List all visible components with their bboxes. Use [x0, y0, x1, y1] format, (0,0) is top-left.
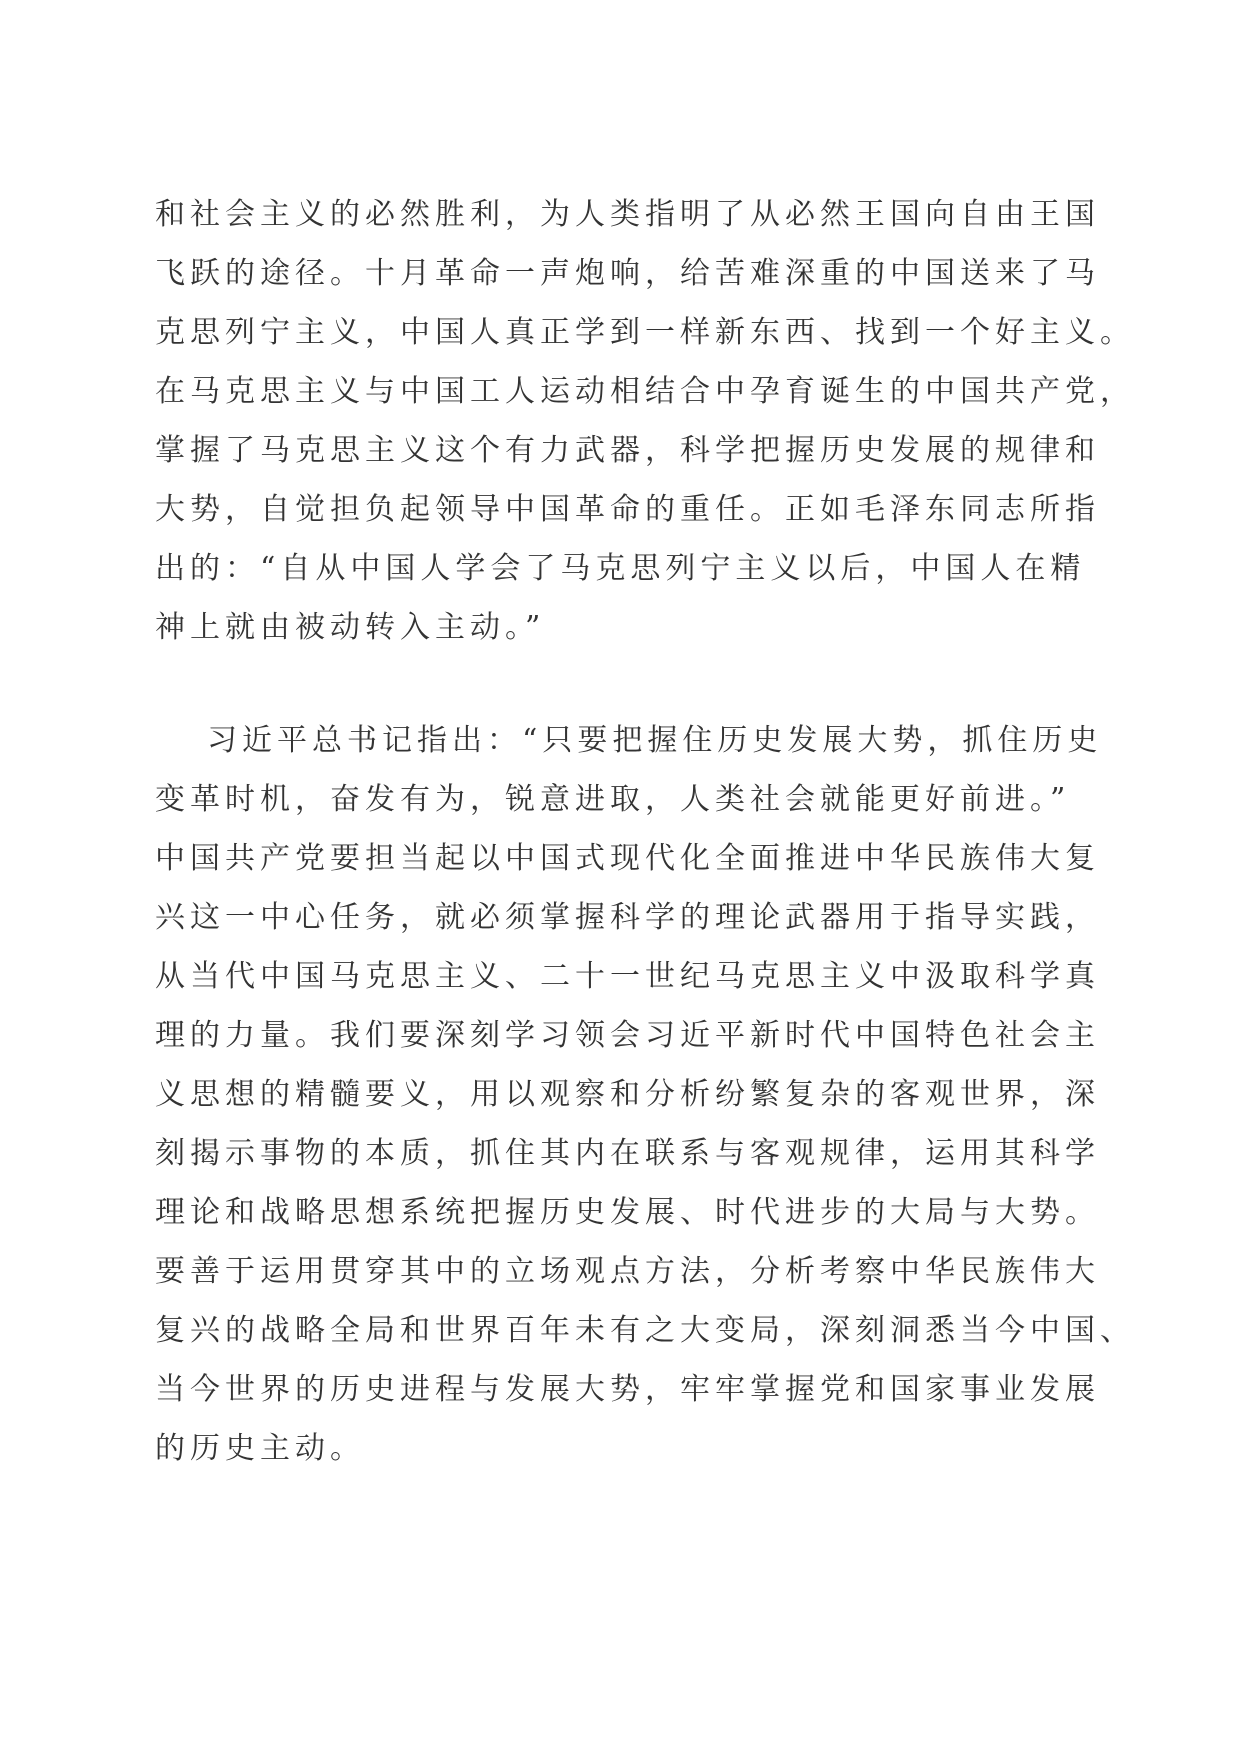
- paragraph-line: 习近平总书记指出：“只要把握住历史发展大势，抓住历史: [207, 723, 1103, 758]
- paragraph-line: 要善于运用贯穿其中的立场观点方法，分析考察中华民族伟大: [155, 1254, 1100, 1289]
- paragraph-line: 大势，自觉担负起领导中国革命的重任。正如毛泽东同志所指: [155, 492, 1100, 527]
- paragraph-line: 中国共产党要担当起以中国式现代化全面推进中华民族伟大复: [155, 841, 1100, 876]
- paragraph-line: 飞跃的途径。十月革命一声炮响，给苦难深重的中国送来了马: [155, 256, 1100, 291]
- paragraph-1: [155, 185, 1135, 657]
- paragraph-line: 的历史主动。: [155, 1431, 365, 1466]
- paragraph-line: 克思列宁主义，中国人真正学到一样新东西、找到一个好主义。: [155, 315, 1135, 350]
- paragraph-line: 出的：“自从中国人学会了马克思列宁主义以后，中国人在精: [155, 551, 1086, 586]
- paragraph-line: 在马克思主义与中国工人运动相结合中孕育诞生的中国共产党，: [155, 374, 1135, 409]
- paragraph-line: 理的力量。我们要深刻学习领会习近平新时代中国特色社会主: [155, 1018, 1100, 1053]
- paragraph-line: 变革时机，奋发有为，锐意进取，人类社会就能更好前进。”: [155, 782, 1071, 817]
- paragraph-2: [155, 711, 1135, 1478]
- paragraph-line: 理论和战略思想系统把握历史发展、时代进步的大局与大势。: [155, 1195, 1100, 1230]
- paragraph-line: 从当代中国马克思主义、二十一世纪马克思主义中汲取科学真: [155, 959, 1100, 994]
- paragraph-line: 和社会主义的必然胜利，为人类指明了从必然王国向自由王国: [155, 197, 1100, 232]
- paragraph-line: 兴这一中心任务，就必须掌握科学的理论武器用于指导实践，: [155, 900, 1100, 935]
- paragraph-line: 神上就由被动转入主动。”: [155, 610, 546, 645]
- paragraph-line: 当今世界的历史进程与发展大势，牢牢掌握党和国家事业发展: [155, 1372, 1100, 1407]
- paragraph-line: 复兴的战略全局和世界百年未有之大变局，深刻洞悉当今中国、: [155, 1313, 1135, 1348]
- paragraph-line: 刻揭示事物的本质，抓住其内在联系与客观规律，运用其科学: [155, 1136, 1100, 1171]
- paragraph-line: 义思想的精髓要义，用以观察和分析纷繁复杂的客观世界，深: [155, 1077, 1100, 1112]
- paragraph-line: 掌握了马克思主义这个有力武器，科学把握历史发展的规律和: [155, 433, 1100, 468]
